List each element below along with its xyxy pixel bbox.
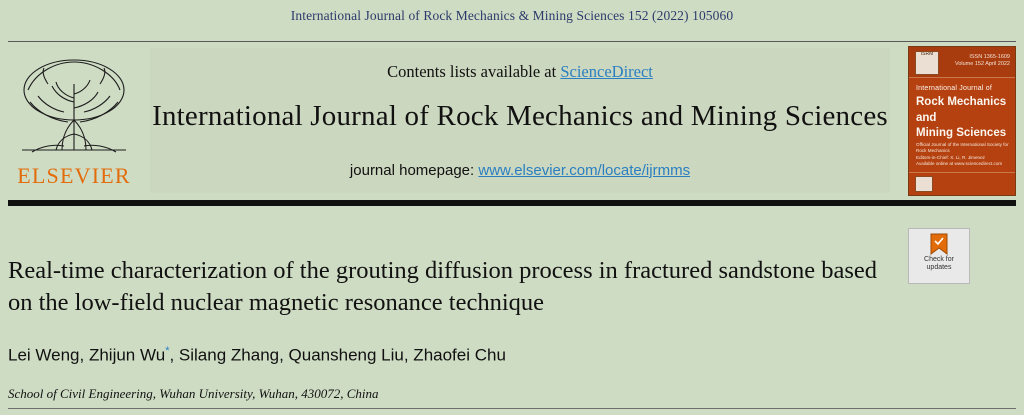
crossmark-label-line2: updates <box>926 264 952 272</box>
cover-publisher-mark <box>915 176 933 192</box>
journal-homepage-line <box>150 162 890 179</box>
isrm-logo-icon: ISRM <box>915 51 939 75</box>
crossmark-icon <box>929 233 949 255</box>
page-title: Real-time characterization of the grouting diffusion process in fractured sandstone based on the low-field nuclear magnetic resonance technique <box>8 257 877 317</box>
cover-issn-line1: ISSN 1365-1609 <box>969 54 1010 60</box>
elsevier-wordmark: ELSEVIER <box>17 163 131 188</box>
authors-first: Lei Weng, Zhijun Wu <box>8 345 166 365</box>
cover-issn <box>955 54 1010 68</box>
cover-title-line2: and <box>916 111 937 124</box>
contents-available-line <box>150 62 890 82</box>
journal-cover-image <box>908 46 1016 196</box>
elsevier-tree-icon <box>8 50 140 170</box>
author-list <box>8 345 888 366</box>
journal-homepage-link[interactable]: www.elsevier.com/locate/ijrmms <box>478 162 691 179</box>
contents-prefix: Contents lists available at <box>387 62 561 81</box>
header-divider <box>8 41 1016 42</box>
corresponding-author-marker: * <box>165 345 170 357</box>
cover-issn-line2: Volume 152 April 2022 <box>954 61 1010 68</box>
running-head: International Journal of Rock Mechanics & Mining Sciences 152 (2022) 105060 <box>290 8 734 23</box>
authors-rest: , Silang Zhang, Quansheng Liu, Zhaofei Chu <box>169 345 506 365</box>
footer-divider <box>8 408 1016 409</box>
cover-meta-line3: Available online at www.sciencedirect.com <box>916 160 1003 166</box>
cover-meta-line2: Editors-in-Chief: X. Li, R. Jimenez <box>916 154 985 160</box>
cover-title <box>916 85 1010 141</box>
cover-meta-line1: Official Journal of the International Society for Rock Mechanics <box>916 142 1009 154</box>
journal-title: International Journal of Rock Mechanics and Mining Sciences <box>152 100 888 132</box>
masthead-bottom-rule <box>8 200 1016 206</box>
crossmark-label-line1: Check for <box>924 256 954 263</box>
homepage-prefix: journal homepage: <box>349 162 479 179</box>
journal-masthead <box>150 48 890 193</box>
cover-bottom-strip <box>909 172 1016 195</box>
sciencedirect-link[interactable]: ScienceDirect <box>560 62 653 81</box>
cover-title-line1: Rock Mechanics <box>916 95 1007 108</box>
cover-title-line3: Mining Sciences <box>916 127 1007 140</box>
cover-title-small: International Journal of <box>916 85 993 92</box>
affiliation: School of Civil Engineering, Wuhan University, Wuhan, 430072, China <box>8 386 379 401</box>
elsevier-logo <box>8 50 140 195</box>
cover-meta <box>916 142 1010 167</box>
crossmark-badge[interactable] <box>908 228 970 284</box>
